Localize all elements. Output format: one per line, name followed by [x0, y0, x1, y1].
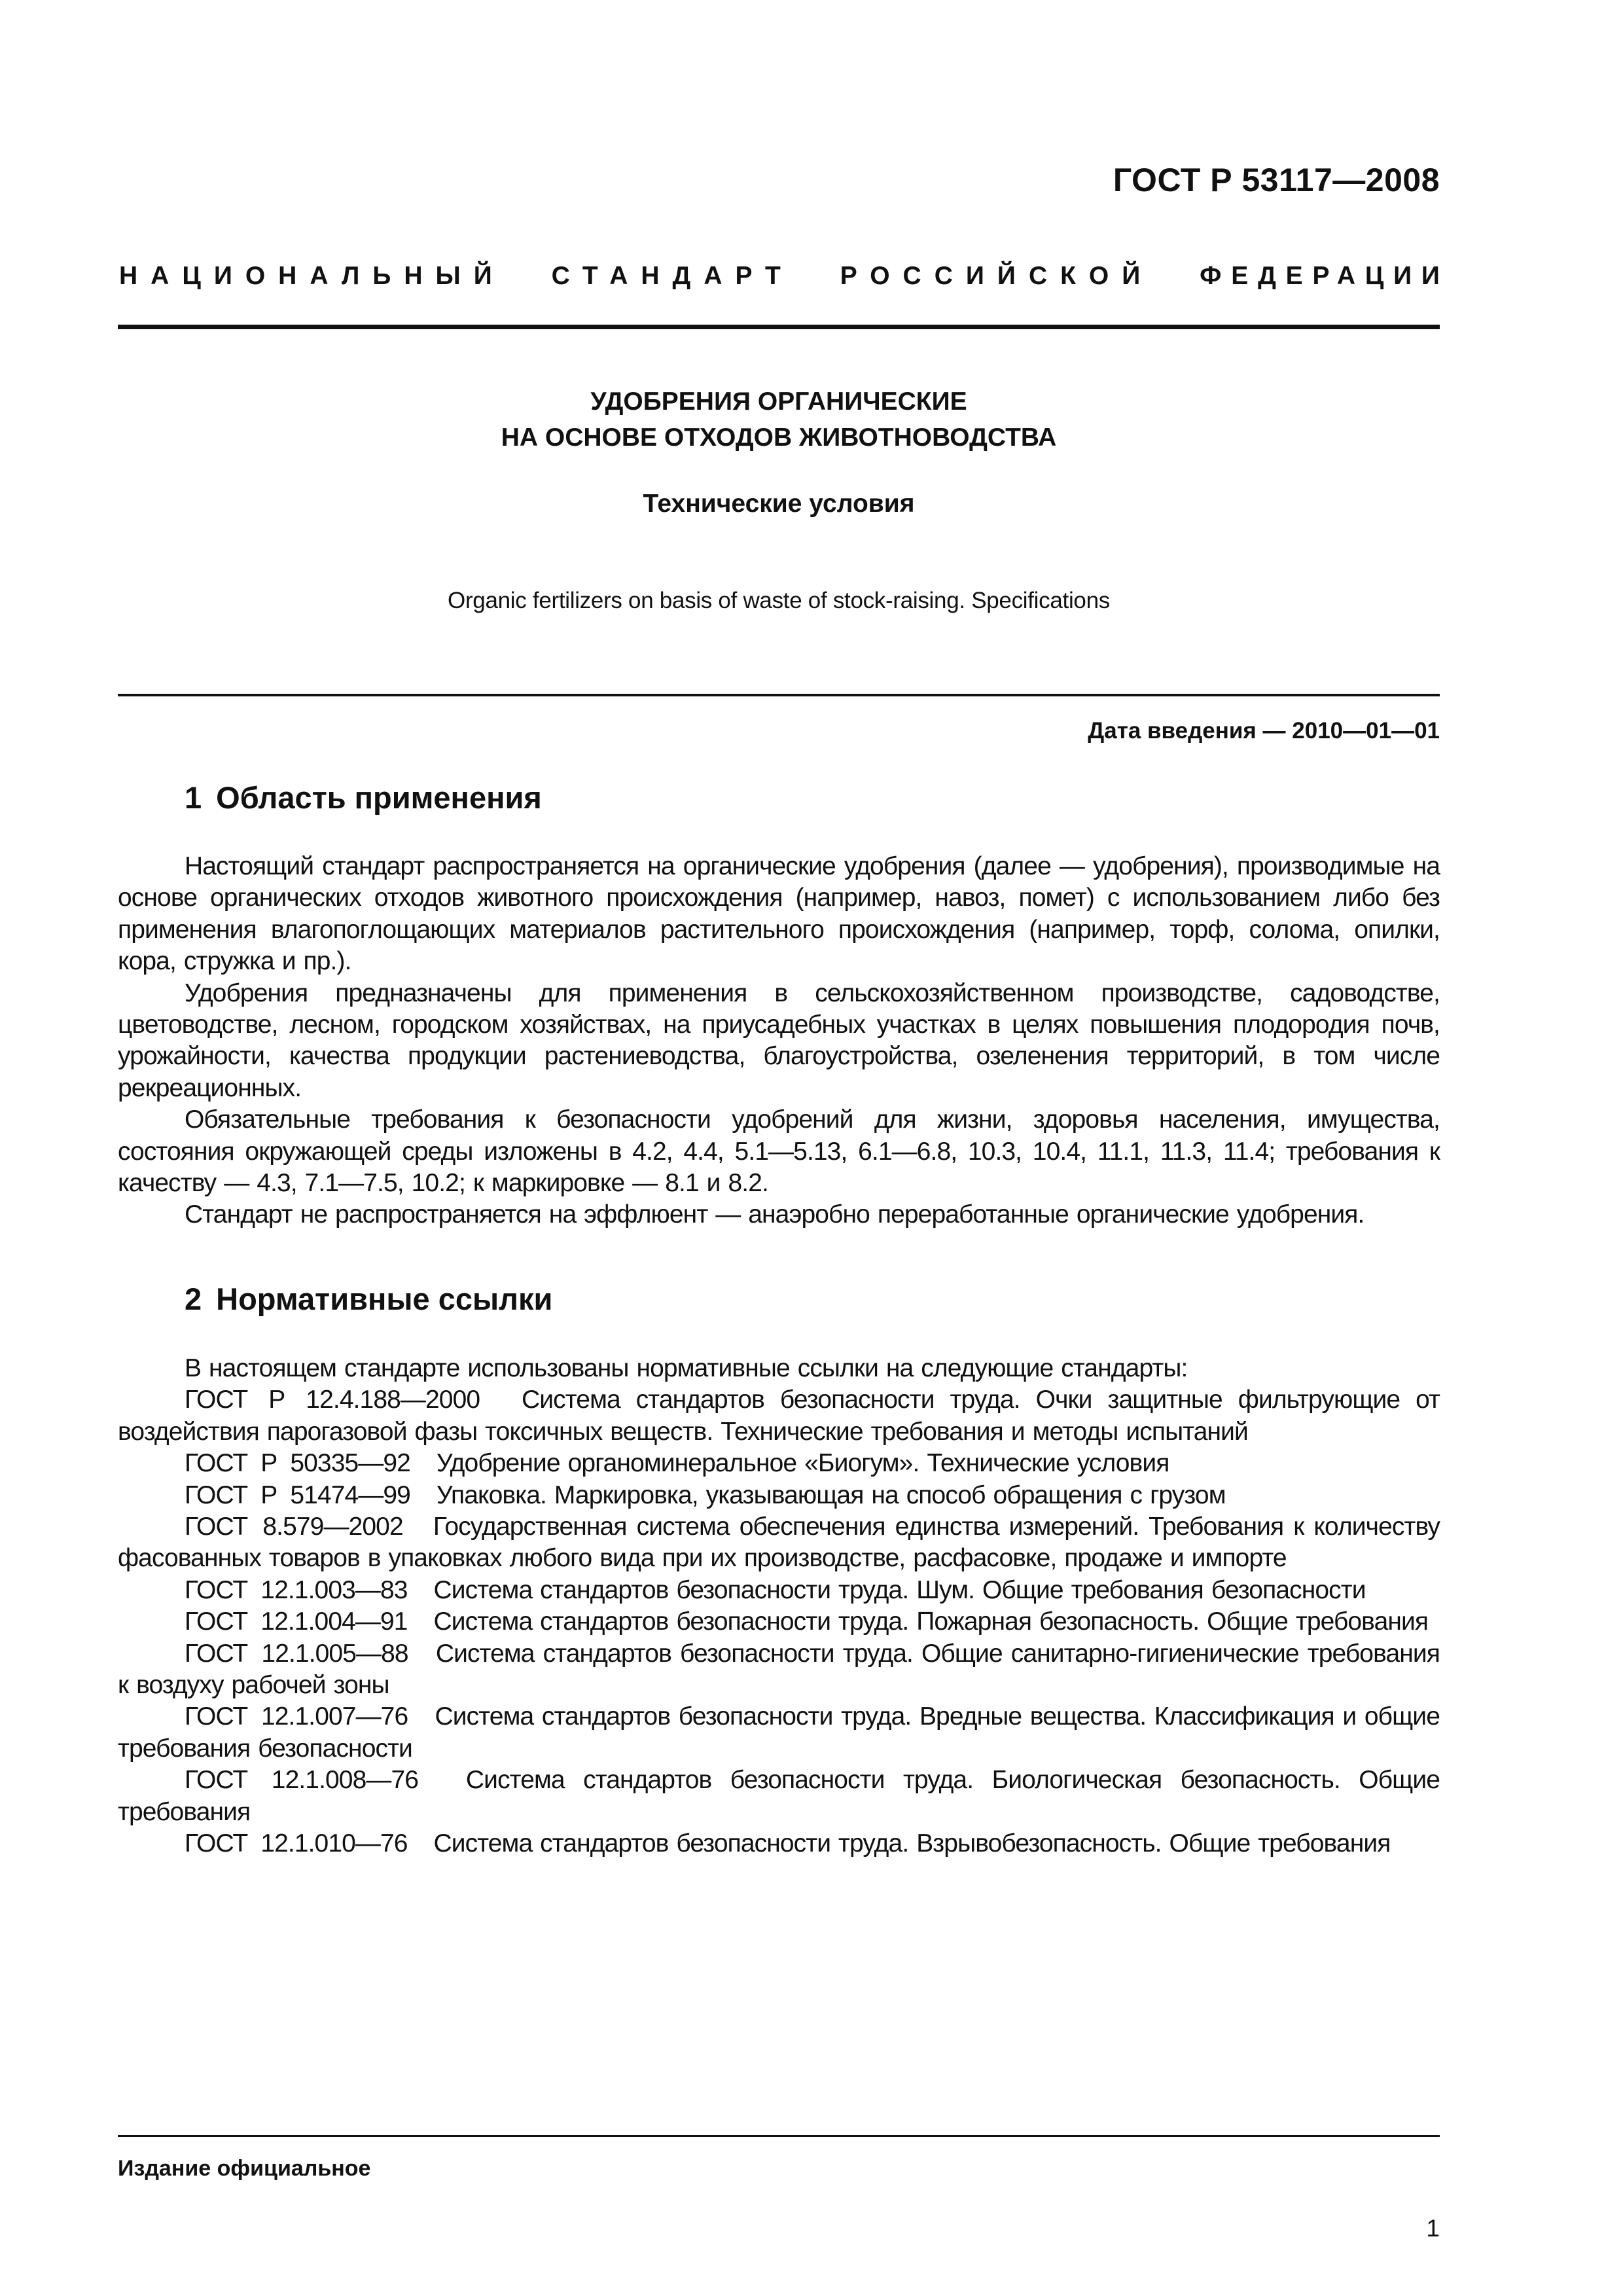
reference-code: ГОСТ 12.1.005—88	[185, 1639, 408, 1668]
reference-text: Система стандартов безопасности труда. Взрывобезопасность. Общие требования	[433, 1829, 1391, 1858]
reference-text: Система стандартов безопасности труда. Вредные вещества. Классификация и общие требования безопасности	[118, 1702, 1440, 1763]
reference-text: Упаковка. Маркировка, указывающая на способ обращения с грузом	[436, 1480, 1226, 1509]
reference-code: ГОСТ 12.1.003—83	[185, 1575, 408, 1604]
reference-text: Система стандартов безопасности труда. Шум. Общие требования безопасности	[433, 1575, 1366, 1604]
reference-item	[118, 1828, 1440, 1859]
reference-item	[118, 1606, 1440, 1638]
footer-divider	[118, 2135, 1440, 2137]
reference-text: Удобрение органоминеральное «Биогум». Технические условия	[436, 1449, 1169, 1478]
title-line: НА ОСНОВЕ ОТХОДОВ ЖИВОТНОВОДСТВА	[501, 423, 1057, 452]
page-number: 1	[1426, 2215, 1440, 2242]
reference-code: ГОСТ Р 50335—92	[185, 1449, 410, 1478]
header-divider	[118, 325, 1440, 329]
section-number: 1	[185, 780, 202, 815]
section-heading	[185, 780, 542, 816]
title-line: УДОБРЕНИЯ ОРГАНИЧЕСКИЕ	[590, 387, 967, 416]
national-standard-word: ФЕДЕРАЦИИ	[1200, 262, 1450, 290]
reference-code: ГОСТ 12.1.010—76	[185, 1829, 408, 1858]
section-heading	[185, 1281, 552, 1317]
title-divider	[118, 694, 1440, 696]
reference-code: ГОСТ Р 12.4.188—2000	[185, 1386, 480, 1414]
reference-item	[118, 1765, 1440, 1828]
national-standard-heading	[119, 262, 1450, 291]
official-edition-label: Издание официальное	[118, 2156, 371, 2181]
reference-code: ГОСТ 8.579—2002	[185, 1513, 403, 1541]
reference-code: ГОСТ 12.1.008—76	[185, 1766, 419, 1795]
standard-designation: ГОСТ Р 53117—2008	[1113, 162, 1440, 198]
national-standard-word: РОССИЙСКОЙ	[840, 262, 1154, 290]
section-title: Область применения	[216, 780, 542, 815]
references-intro: В настоящем стандарте использованы нормативные ссылки на следующие стандарты:	[185, 1354, 1188, 1382]
document-subtitle: Технические условия	[643, 490, 915, 518]
paragraph: Удобрения предназначены для применения в сельскохозяйственном производстве, садоводстве, цветоводстве, лесном, городском хозяйствах, на приусадебных участках в целях повышения плодородия почв, урожайности, качества продукции растениеводства, благоустройства, озеленения территорий, в том числе рекреационных.	[118, 978, 1440, 1102]
section-title: Нормативные ссылки	[216, 1282, 553, 1316]
reference-text: Система стандартов безопасности труда. Общие санитарно-гигиенические требования к воздуху рабочей зоны	[118, 1639, 1440, 1700]
section-number: 2	[185, 1282, 202, 1316]
reference-text: Система стандартов безопасности труда. Пожарная безопасность. Общие требования	[433, 1607, 1429, 1636]
reference-item	[118, 1701, 1440, 1765]
reference-text: Система стандартов безопасности труда. Биологическая безопасность. Общие требования	[118, 1766, 1440, 1826]
paragraph: Обязательные требования к безопасности удобрений для жизни, здоровья населения, имущества, состояния окружающей среды изложены в 4.2, 4.4, 5.1—5.13, 6.1—6.8, 10.3, 10.4, 11.1, 11.3, 11.4; требования к качеству — 4.3, 7.1—7.5, 10.2; к маркировке — 8.1 и 8.2.	[118, 1105, 1440, 1198]
introduction-date: Дата введения — 2010—01—01	[1088, 718, 1440, 744]
reference-item	[118, 1638, 1440, 1702]
reference-item	[118, 1575, 1440, 1606]
paragraph: Настоящий стандарт распространяется на органические удобрения (далее — удобрения), производимые на основе органических отходов животного происхождения (например, навоз, помет) с использованием либо без применения влагопоглощающих материалов растительного происхождения (например, торф, солома, опилки, кора, стружка и пр.).	[118, 852, 1440, 976]
paragraph: Стандарт не распространяется на эффлюент — анаэробно переработанные органические удобрения.	[185, 1200, 1364, 1229]
english-title: Organic fertilizers on basis of waste of stock-raising. Specifications	[448, 588, 1110, 613]
references-list	[118, 1353, 1440, 1860]
reference-text: Государственная система обеспечения единства измерений. Требования к количеству фасованных товаров в упаковках любого вида при их производстве, расфасовке, продаже и импорте	[118, 1513, 1440, 1573]
national-standard-word: СТАНДАРТ	[551, 262, 794, 290]
reference-item	[118, 1384, 1440, 1448]
reference-item	[118, 1511, 1440, 1575]
national-standard-word: НАЦИОНАЛЬНЫЙ	[119, 262, 505, 290]
reference-code: ГОСТ Р 51474—99	[185, 1480, 410, 1509]
document-title	[118, 384, 1440, 456]
reference-code: ГОСТ 12.1.004—91	[185, 1607, 408, 1636]
reference-item	[118, 1448, 1440, 1479]
reference-text: Система стандартов безопасности труда. Очки защитные фильтрующие от воздействия парогазовой фазы токсичных веществ. Технические требования и методы испытаний	[118, 1386, 1440, 1446]
reference-item	[118, 1480, 1440, 1511]
section-body	[118, 851, 1440, 1231]
reference-code: ГОСТ 12.1.007—76	[185, 1702, 408, 1731]
